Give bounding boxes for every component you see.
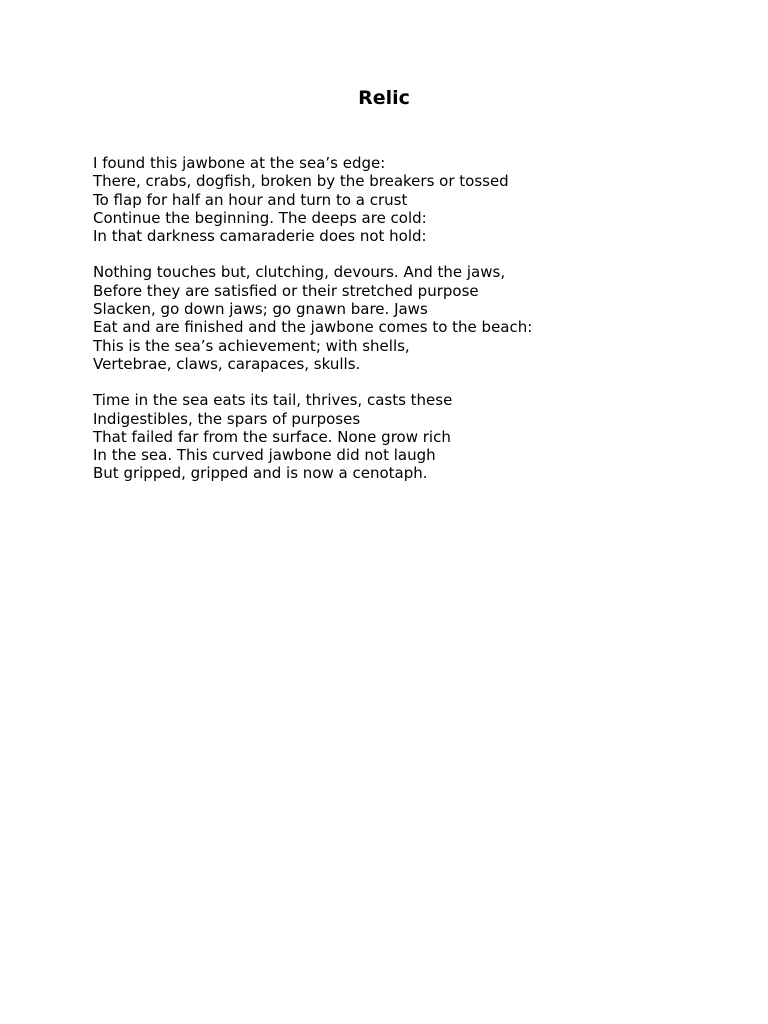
poem-line: Vertebrae, claws, carapaces, skulls. [93, 354, 361, 373]
poem-line: Continue the beginning. The deeps are cold: [93, 208, 427, 227]
poem-line: In that darkness camaraderie does not hold: [93, 227, 427, 246]
poem-line: That failed far from the surface. None grow rich [93, 427, 451, 446]
poem-line: To flap for half an hour and turn to a crust [93, 190, 408, 209]
poem-line: Nothing touches but, clutching, devours. And the jaws, [93, 263, 506, 282]
stanza-2 [93, 263, 733, 373]
stanza-1 [93, 154, 733, 245]
poem-line: In the sea. This curved jawbone did not laugh [93, 446, 436, 465]
poem-line: Time in the sea eats its tail, thrives, casts these [93, 391, 453, 410]
poem-line: Eat and are finished and the jawbone comes to the beach: [93, 318, 533, 337]
poem-line: Slacken, go down jaws; go gnawn bare. Jaws [93, 300, 428, 319]
poem-line: This is the sea’s achievement; with shells, [93, 336, 410, 355]
poem-line: But gripped, gripped and is now a cenotaph. [93, 464, 428, 483]
poem-title: Relic [358, 87, 410, 109]
poem-line: There, crabs, dogfish, broken by the breakers or tossed [93, 172, 509, 191]
poem-line: Indigestibles, the spars of purposes [93, 409, 361, 428]
poem-body [93, 154, 733, 501]
poem-line: Before they are satisfied or their stretched purpose [93, 281, 479, 300]
poem-line: I found this jawbone at the sea’s edge: [93, 154, 386, 172]
stanza-3 [93, 391, 733, 482]
